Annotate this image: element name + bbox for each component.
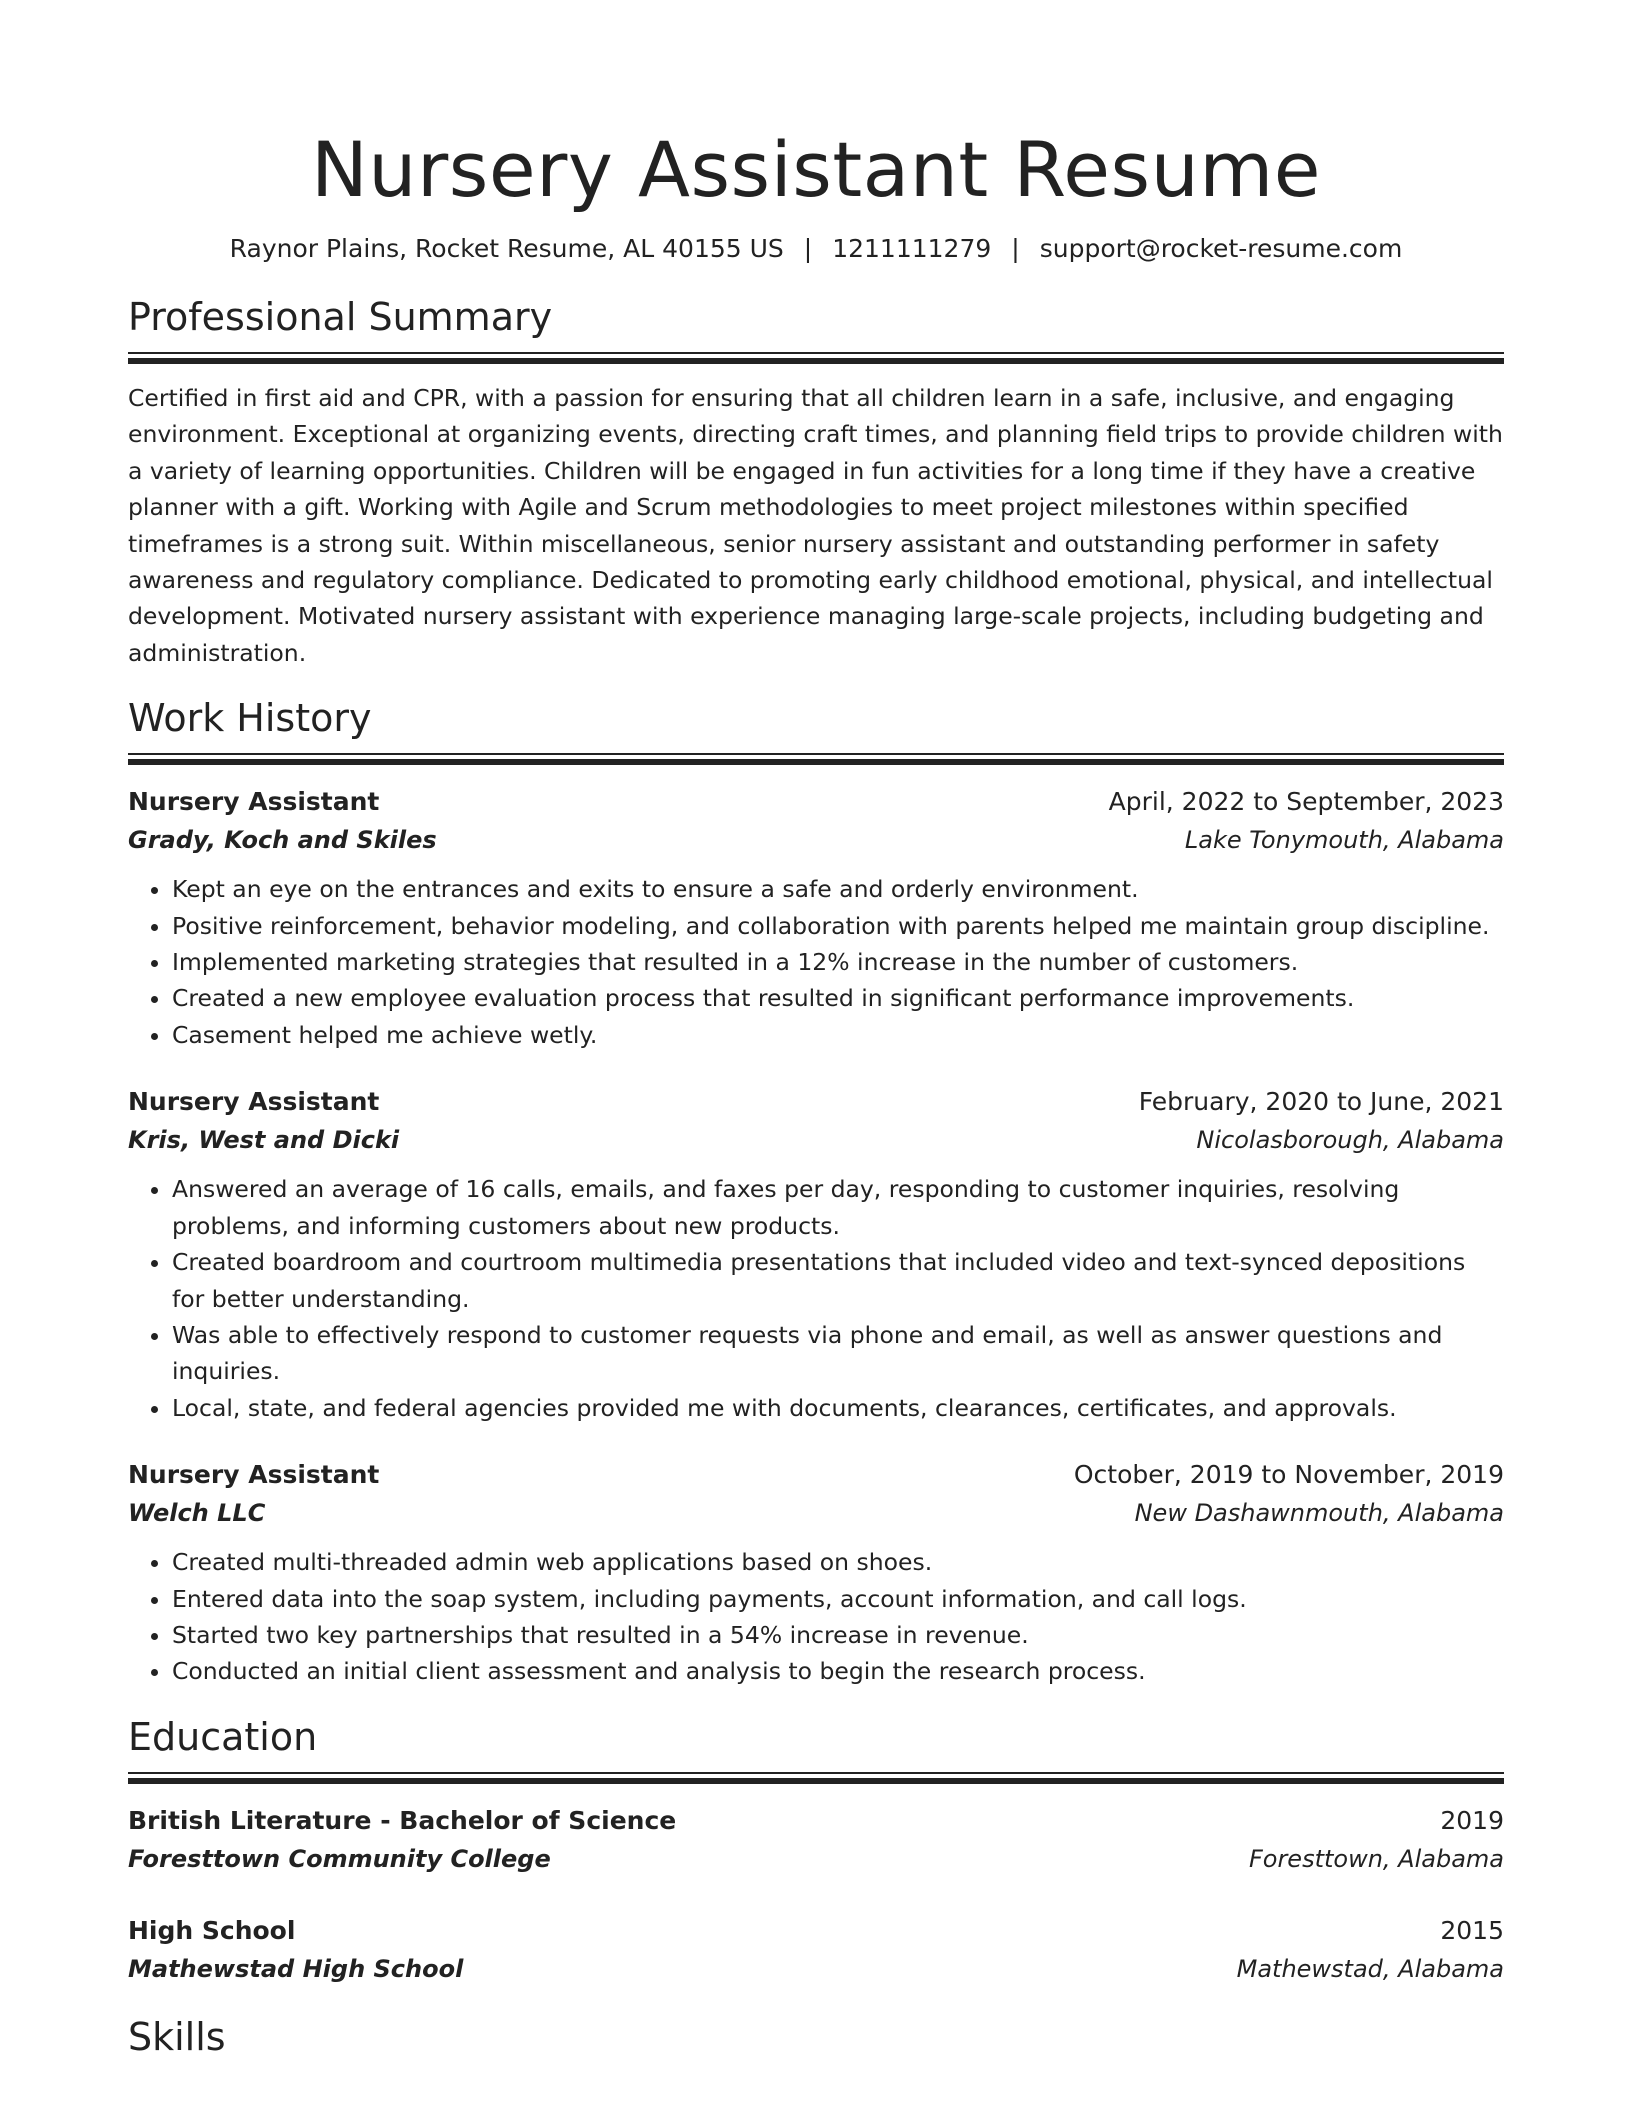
job-dates: October, 2019 to November, 2019: [1073, 1460, 1504, 1490]
job-bullet: • Entered data into the soap system, including payments, account information, and call logs.: [172, 1581, 1504, 1617]
contact-address: Raynor Plains, Rocket Resume, AL 40155 US: [229, 234, 784, 263]
job-bullet: • Positive reinforcement, behavior modeling, and collaboration with parents helped me maintain group discipline.: [172, 908, 1504, 944]
summary-text: Certified in first aid and CPR, with a passion for ensuring that all children learn in a safe, inclusive, and engaging environment. Exceptional at organizing events, directing craft times, and planning field trips to provide children with a variety of learning opportunities. Children will be engaged in fun activities for a long time if they have a creative planner with a gift. Working with Agile and Scrum methodologies to meet project milestones within specified timeframes is a strong suit. Within miscellaneous, senior nursery assistant and outstanding performer in safety awareness and regulatory compliance. Dedicated to promoting early childhood emotional, physical, and intellectual development. Motivated nursery assistant with experience managing large-scale projects, including budgeting and administration.: [128, 384, 1503, 667]
job-bullet: • Casement helped me achieve wetly.: [172, 1017, 1504, 1053]
job-title: Nursery Assistant: [128, 1460, 380, 1490]
work-section: [128, 693, 1504, 1690]
contact-separator: |: [803, 234, 813, 263]
job-bullet: • Implemented marketing strategies that resulted in a 12% increase in the number of customers.: [172, 944, 1504, 980]
education-degree: High School: [128, 1915, 296, 1945]
job-bullet: • Kept an eye on the entrances and exits to ensure a safe and orderly environment.: [172, 871, 1504, 907]
contact-email: support@rocket-resume.com: [1039, 234, 1403, 263]
job-title: Nursery Assistant: [128, 787, 380, 817]
job-bullet: • Created a new employee evaluation process that resulted in significant performance improvements.: [172, 980, 1504, 1016]
summary-section: [128, 292, 1504, 671]
education-location: Mathewstad, Alabama: [1236, 1954, 1504, 1983]
job-bullets: [128, 1171, 1504, 1426]
skills-section: [128, 2012, 1504, 2062]
resume-title: Nursery Assistant Resume: [310, 125, 1322, 214]
job-bullet: • Was able to effectively respond to customer requests via phone and email, as well as answer questions and inquiries.: [172, 1317, 1504, 1390]
job-entry: [128, 1456, 1504, 1690]
job-entry: [128, 1083, 1504, 1426]
job-bullet: • Started two key partnerships that resulted in a 54% increase in revenue.: [172, 1617, 1504, 1653]
job-company: Kris, West and Dicki: [128, 1126, 400, 1155]
job-company: Grady, Koch and Skiles: [128, 826, 437, 855]
job-bullets: [128, 871, 1504, 1053]
job-bullet: • Answered an average of 16 calls, emails, and faxes per day, responding to customer inquiries, resolving problems, and informing customers about new products.: [172, 1171, 1504, 1244]
section-title-education: Education: [128, 1714, 318, 1759]
job-bullet: • Created boardroom and courtroom multimedia presentations that included video and text-synced depositions for better understanding.: [172, 1244, 1504, 1317]
job-entry: [128, 783, 1504, 1053]
job-location: New Dashawnmouth, Alabama: [1134, 1499, 1504, 1528]
section-title-skills: Skills: [128, 2014, 226, 2059]
job-bullet: • Conducted an initial client assessment and analysis to begin the research process.: [172, 1653, 1504, 1689]
education-year: 2015: [1440, 1915, 1504, 1945]
job-bullets: [128, 1544, 1504, 1690]
job-location: Nicolasborough, Alabama: [1196, 1126, 1504, 1155]
contact-separator: |: [1011, 234, 1020, 263]
job-title: Nursery Assistant: [128, 1087, 380, 1117]
education-section: [128, 1712, 1504, 1988]
job-bullet: • Local, state, and federal agencies provided me with documents, clearances, certificates, and approvals.: [172, 1390, 1504, 1426]
education-entry: [128, 1802, 1504, 1878]
contact-phone: 1211111279: [832, 234, 992, 263]
section-title-summary: Professional Summary: [128, 295, 553, 339]
job-company: Welch LLC: [128, 1499, 266, 1528]
education-year: 2019: [1440, 1805, 1504, 1835]
job-dates: February, 2020 to June, 2021: [1138, 1087, 1504, 1117]
resume-page: [128, 0, 1504, 2062]
section-rule: [128, 352, 1504, 364]
job-location: Lake Tonymouth, Alabama: [1184, 826, 1504, 855]
section-rule: [128, 753, 1504, 765]
education-degree: British Literature - Bachelor of Science: [128, 1805, 677, 1835]
section-title-work: Work History: [128, 696, 372, 741]
job-dates: April, 2022 to September, 2023: [1108, 787, 1504, 817]
contact-line: [128, 232, 1504, 266]
education-school: Mathewstad High School: [128, 1954, 464, 1983]
education-entry: [128, 1912, 1504, 1988]
education-location: Foresttown, Alabama: [1248, 1844, 1504, 1873]
education-school: Foresttown Community College: [128, 1844, 551, 1873]
job-bullet: • Created multi-threaded admin web applications based on shoes.: [172, 1544, 1504, 1580]
section-rule: [128, 1772, 1504, 1784]
